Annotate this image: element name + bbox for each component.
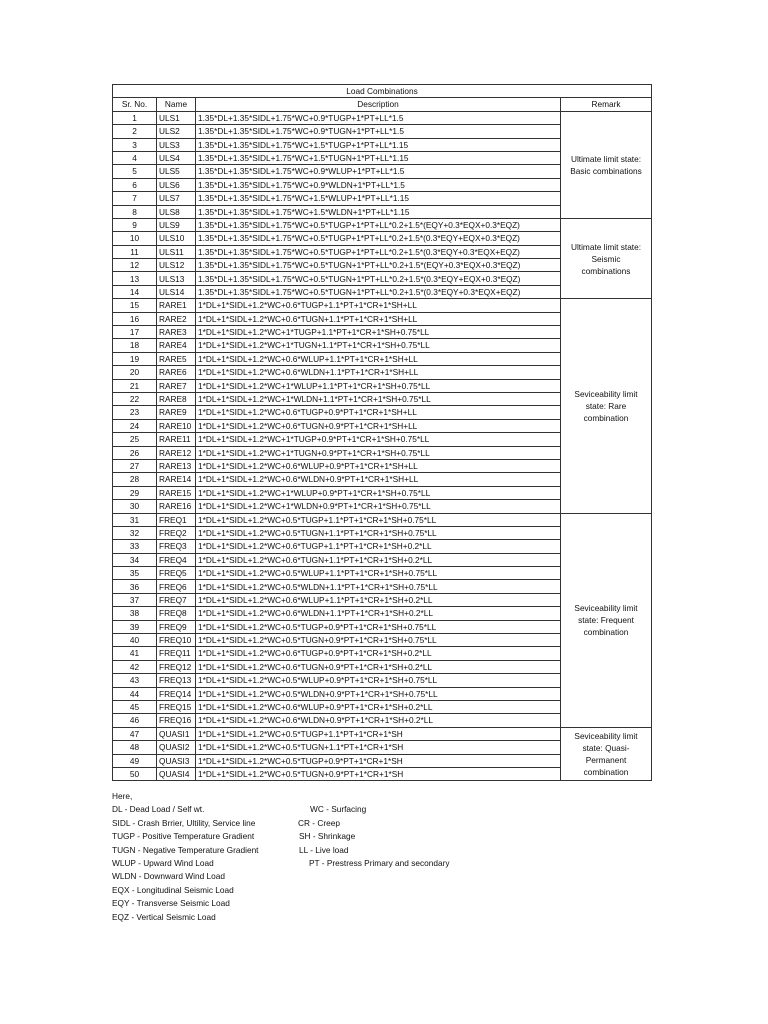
description-cell: 1*DL+1*SIDL+1.2*WC+1*WLDN+1.1*PT+1*CR+1*SH+0.75*LL — [196, 392, 561, 405]
header-sr-no: Sr. No. — [113, 98, 157, 111]
table-title-row — [113, 85, 652, 98]
sr-no-cell: 48 — [113, 741, 157, 754]
legend-item-tugn: TUGN - Negative Temperature Gradient — [112, 844, 259, 855]
sr-no-cell: 5 — [113, 165, 157, 178]
legend-item-dl: DL - Dead Load / Self wt. — [112, 804, 205, 815]
description-cell: 1*DL+1*SIDL+1.2*WC+0.5*WLDN+0.9*PT+1*CR+1*SH+0.75*LL — [196, 687, 561, 700]
name-cell: ULS9 — [157, 218, 196, 231]
description-cell: 1*DL+1*SIDL+1.2*WC+0.6*WLDN+1.1*PT+1*CR+1*SH+LL — [196, 366, 561, 379]
description-cell: 1*DL+1*SIDL+1.2*WC+0.6*TUGP+1.1*PT+1*CR+1*SH+0.2*LL — [196, 540, 561, 553]
name-cell: FREQ4 — [157, 553, 196, 566]
legend-item-pt: PT - Prestress Primary and secondary — [309, 857, 450, 868]
sr-no-cell: 41 — [113, 647, 157, 660]
description-cell: 1*DL+1*SIDL+1.2*WC+0.6*WLDN+0.9*PT+1*CR+1*SH+LL — [196, 473, 561, 486]
sr-no-cell: 3 — [113, 138, 157, 151]
description-cell: 1.35*DL+1.35*SIDL+1.75*WC+0.5*TUGP+1*PT+LL*0.2+1.5*(0.3*EQY+0.3*EQX+EQZ) — [196, 245, 561, 258]
name-cell: FREQ13 — [157, 674, 196, 687]
table-row — [113, 513, 652, 526]
description-cell: 1*DL+1*SIDL+1.2*WC+0.6*TUGP+0.9*PT+1*CR+1*SH+LL — [196, 406, 561, 419]
description-cell: 1.35*DL+1.35*SIDL+1.75*WC+0.9*TUGP+1*PT+LL*1.5 — [196, 111, 561, 124]
description-cell: 1.35*DL+1.35*SIDL+1.75*WC+0.5*TUGP+1*PT+LL*0.2+1.5*(EQY+0.3*EQX+0.3*EQZ) — [196, 218, 561, 231]
legend-intro: Here, — [112, 791, 133, 801]
description-cell: 1.35*DL+1.35*SIDL+1.75*WC+0.5*TUGP+1*PT+LL*0.2+1.5*(0.3*EQY+EQX+0.3*EQZ) — [196, 232, 561, 245]
name-cell: FREQ16 — [157, 714, 196, 727]
legend-item-ll: LL - Live load — [299, 844, 349, 855]
sr-no-cell: 31 — [113, 513, 157, 526]
remark-cell: Ultimate limit state: Basic combinations — [561, 111, 652, 218]
sr-no-cell: 49 — [113, 754, 157, 767]
name-cell: FREQ6 — [157, 580, 196, 593]
description-cell: 1.35*DL+1.35*SIDL+1.75*WC+1.5*WLDN+1*PT+LL*1.15 — [196, 205, 561, 218]
description-cell: 1.35*DL+1.35*SIDL+1.75*WC+1.5*TUGN+1*PT+LL*1.15 — [196, 151, 561, 164]
sr-no-cell: 7 — [113, 192, 157, 205]
name-cell: ULS12 — [157, 259, 196, 272]
table-row — [113, 111, 652, 124]
sr-no-cell: 15 — [113, 299, 157, 312]
sr-no-cell: 8 — [113, 205, 157, 218]
description-cell: 1*DL+1*SIDL+1.2*WC+0.5*TUGN+0.9*PT+1*CR+1*SH+0.75*LL — [196, 634, 561, 647]
remark-cell: Seviceability limit state: Rare combination — [561, 299, 652, 513]
description-cell: 1.35*DL+1.35*SIDL+1.75*WC+0.9*WLUP+1*PT+LL*1.5 — [196, 165, 561, 178]
sr-no-cell: 4 — [113, 151, 157, 164]
sr-no-cell: 30 — [113, 500, 157, 513]
name-cell: ULS3 — [157, 138, 196, 151]
description-cell: 1*DL+1*SIDL+1.2*WC+0.5*TUGP+1.1*PT+1*CR+1*SH+0.75*LL — [196, 513, 561, 526]
legend-item-eqz: EQZ - Vertical Seismic Load — [112, 911, 216, 922]
name-cell: RARE1 — [157, 299, 196, 312]
name-cell: RARE2 — [157, 312, 196, 325]
name-cell: QUASI1 — [157, 727, 196, 740]
description-cell: 1.35*DL+1.35*SIDL+1.75*WC+0.5*TUGN+1*PT+LL*0.2+1.5*(0.3*EQY+EQX+0.3*EQZ) — [196, 272, 561, 285]
table-header-row — [113, 98, 652, 111]
sr-no-cell: 9 — [113, 218, 157, 231]
name-cell: RARE14 — [157, 473, 196, 486]
description-cell: 1*DL+1*SIDL+1.2*WC+0.6*WLUP+1.1*PT+1*CR+1*SH+0.2*LL — [196, 593, 561, 606]
sr-no-cell: 23 — [113, 406, 157, 419]
sr-no-cell: 38 — [113, 607, 157, 620]
description-cell: 1.35*DL+1.35*SIDL+1.75*WC+0.5*TUGN+1*PT+LL*0.2+1.5*(EQY+0.3*EQX+0.3*EQZ) — [196, 259, 561, 272]
table-row — [113, 727, 652, 740]
name-cell: ULS2 — [157, 125, 196, 138]
sr-no-cell: 16 — [113, 312, 157, 325]
description-cell: 1*DL+1*SIDL+1.2*WC+0.6*TUGN+0.9*PT+1*CR+1*SH+0.2*LL — [196, 660, 561, 673]
description-cell: 1*DL+1*SIDL+1.2*WC+0.6*WLUP+0.9*PT+1*CR+1*SH+LL — [196, 459, 561, 472]
name-cell: ULS10 — [157, 232, 196, 245]
name-cell: ULS7 — [157, 192, 196, 205]
name-cell: RARE10 — [157, 419, 196, 432]
sr-no-cell: 45 — [113, 700, 157, 713]
sr-no-cell: 35 — [113, 567, 157, 580]
sr-no-cell: 36 — [113, 580, 157, 593]
sr-no-cell: 47 — [113, 727, 157, 740]
name-cell: ULS4 — [157, 151, 196, 164]
name-cell: FREQ8 — [157, 607, 196, 620]
sr-no-cell: 18 — [113, 339, 157, 352]
sr-no-cell: 42 — [113, 660, 157, 673]
sr-no-cell: 39 — [113, 620, 157, 633]
name-cell: FREQ1 — [157, 513, 196, 526]
legend-item-eqy: EQY - Transverse Seismic Load — [112, 898, 230, 909]
name-cell: FREQ12 — [157, 660, 196, 673]
name-cell: FREQ14 — [157, 687, 196, 700]
name-cell: RARE4 — [157, 339, 196, 352]
sr-no-cell: 26 — [113, 446, 157, 459]
sr-no-cell: 34 — [113, 553, 157, 566]
legend-item-cr: CR - Creep — [298, 817, 340, 828]
legend-item-sh: SH - Shrinkage — [299, 831, 356, 842]
name-cell: RARE5 — [157, 352, 196, 365]
name-cell: RARE16 — [157, 500, 196, 513]
description-cell: 1*DL+1*SIDL+1.2*WC+0.6*WLDN+1.1*PT+1*CR+1*SH+0.2*LL — [196, 607, 561, 620]
sr-no-cell: 12 — [113, 259, 157, 272]
description-cell: 1*DL+1*SIDL+1.2*WC+0.5*TUGP+1.1*PT+1*CR+1*SH — [196, 727, 561, 740]
name-cell: ULS13 — [157, 272, 196, 285]
sr-no-cell: 13 — [113, 272, 157, 285]
name-cell: QUASI2 — [157, 741, 196, 754]
load-combinations-table — [112, 84, 652, 781]
name-cell: ULS5 — [157, 165, 196, 178]
sr-no-cell: 32 — [113, 526, 157, 539]
description-cell: 1*DL+1*SIDL+1.2*WC+0.6*WLUP+0.9*PT+1*CR+1*SH+0.2*LL — [196, 700, 561, 713]
description-cell: 1*DL+1*SIDL+1.2*WC+0.6*WLDN+0.9*PT+1*CR+1*SH+0.2*LL — [196, 714, 561, 727]
sr-no-cell: 1 — [113, 111, 157, 124]
description-cell: 1*DL+1*SIDL+1.2*WC+0.6*TUGN+1.1*PT+1*CR+1*SH+LL — [196, 312, 561, 325]
description-cell: 1*DL+1*SIDL+1.2*WC+0.5*TUGN+0.9*PT+1*CR+1*SH — [196, 767, 561, 780]
sr-no-cell: 6 — [113, 178, 157, 191]
description-cell: 1*DL+1*SIDL+1.2*WC+1*TUGN+0.9*PT+1*CR+1*SH+0.75*LL — [196, 446, 561, 459]
table-row — [113, 218, 652, 231]
description-cell: 1*DL+1*SIDL+1.2*WC+1*TUGN+1.1*PT+1*CR+1*SH+0.75*LL — [196, 339, 561, 352]
name-cell: FREQ2 — [157, 526, 196, 539]
description-cell: 1.35*DL+1.35*SIDL+1.75*WC+0.5*TUGN+1*PT+LL*0.2+1.5*(0.3*EQY+0.3*EQX+EQZ) — [196, 285, 561, 298]
sr-no-cell: 33 — [113, 540, 157, 553]
name-cell: RARE6 — [157, 366, 196, 379]
name-cell: ULS8 — [157, 205, 196, 218]
remark-cell: Seviceability limit state: Quasi-Permanent combination — [561, 727, 652, 781]
description-cell: 1*DL+1*SIDL+1.2*WC+0.5*WLUP+0.9*PT+1*CR+1*SH+0.75*LL — [196, 674, 561, 687]
name-cell: QUASI4 — [157, 767, 196, 780]
name-cell: FREQ11 — [157, 647, 196, 660]
legend-item-tugp: TUGP - Positive Temperature Gradient — [112, 831, 255, 842]
description-cell: 1*DL+1*SIDL+1.2*WC+0.6*TUGN+0.9*PT+1*CR+1*SH+LL — [196, 419, 561, 432]
table-body — [113, 111, 652, 781]
legend-item-wldn: WLDN - Downward Wind Load — [112, 871, 225, 882]
name-cell: RARE3 — [157, 326, 196, 339]
name-cell: RARE11 — [157, 433, 196, 446]
sr-no-cell: 14 — [113, 285, 157, 298]
name-cell: RARE12 — [157, 446, 196, 459]
name-cell: ULS1 — [157, 111, 196, 124]
description-cell: 1*DL+1*SIDL+1.2*WC+0.6*TUGP+1.1*PT+1*CR+1*SH+LL — [196, 299, 561, 312]
name-cell: RARE9 — [157, 406, 196, 419]
sr-no-cell: 28 — [113, 473, 157, 486]
description-cell: 1*DL+1*SIDL+1.2*WC+0.5*TUGP+0.9*PT+1*CR+1*SH — [196, 754, 561, 767]
name-cell: FREQ15 — [157, 700, 196, 713]
sr-no-cell: 37 — [113, 593, 157, 606]
sr-no-cell: 2 — [113, 125, 157, 138]
description-cell: 1.35*DL+1.35*SIDL+1.75*WC+0.9*WLDN+1*PT+LL*1.5 — [196, 178, 561, 191]
legend-item-eqx: EQX - Longitudinal Seismic Load — [112, 884, 234, 895]
name-cell: FREQ7 — [157, 593, 196, 606]
name-cell: FREQ3 — [157, 540, 196, 553]
sr-no-cell: 21 — [113, 379, 157, 392]
remark-cell: Seviceability limit state: Frequent combination — [561, 513, 652, 727]
name-cell: ULS11 — [157, 245, 196, 258]
name-cell: RARE13 — [157, 459, 196, 472]
name-cell: RARE8 — [157, 392, 196, 405]
table-row — [113, 299, 652, 312]
sr-no-cell: 22 — [113, 392, 157, 405]
description-cell: 1*DL+1*SIDL+1.2*WC+1*TUGP+1.1*PT+1*CR+1*SH+0.75*LL — [196, 326, 561, 339]
name-cell: RARE15 — [157, 486, 196, 499]
description-cell: 1*DL+1*SIDL+1.2*WC+0.6*TUGN+1.1*PT+1*CR+1*SH+0.2*LL — [196, 553, 561, 566]
sr-no-cell: 46 — [113, 714, 157, 727]
sr-no-cell: 44 — [113, 687, 157, 700]
legend-item-wc: WC - Surfacing — [310, 804, 367, 815]
sr-no-cell: 27 — [113, 459, 157, 472]
name-cell: FREQ5 — [157, 567, 196, 580]
legend-item-wlup: WLUP - Upward Wind Load — [112, 857, 214, 868]
description-cell: 1*DL+1*SIDL+1.2*WC+0.5*TUGP+0.9*PT+1*CR+1*SH+0.75*LL — [196, 620, 561, 633]
description-cell: 1*DL+1*SIDL+1.2*WC+0.5*WLUP+1.1*PT+1*CR+1*SH+0.75*LL — [196, 567, 561, 580]
description-cell: 1*DL+1*SIDL+1.2*WC+0.6*TUGP+0.9*PT+1*CR+1*SH+0.2*LL — [196, 647, 561, 660]
description-cell: 1*DL+1*SIDL+1.2*WC+0.6*WLUP+1.1*PT+1*CR+1*SH+LL — [196, 352, 561, 365]
table-title: Load Combinations — [113, 85, 652, 98]
sr-no-cell: 50 — [113, 767, 157, 780]
sr-no-cell: 19 — [113, 352, 157, 365]
sr-no-cell: 11 — [113, 245, 157, 258]
description-cell: 1*DL+1*SIDL+1.2*WC+1*WLUP+0.9*PT+1*CR+1*SH+0.75*LL — [196, 486, 561, 499]
name-cell: RARE7 — [157, 379, 196, 392]
description-cell: 1.35*DL+1.35*SIDL+1.75*WC+1.5*TUGP+1*PT+LL*1.15 — [196, 138, 561, 151]
name-cell: FREQ10 — [157, 634, 196, 647]
legend-item-sidl: SIDL - Crash Brrier, Ultility, Service line — [112, 817, 256, 828]
header-remark: Remark — [561, 98, 652, 111]
sr-no-cell: 10 — [113, 232, 157, 245]
description-cell: 1.35*DL+1.35*SIDL+1.75*WC+1.5*WLUP+1*PT+LL*1.15 — [196, 192, 561, 205]
name-cell: ULS14 — [157, 285, 196, 298]
sr-no-cell: 17 — [113, 326, 157, 339]
description-cell: 1*DL+1*SIDL+1.2*WC+0.5*WLDN+1.1*PT+1*CR+1*SH+0.75*LL — [196, 580, 561, 593]
sr-no-cell: 25 — [113, 433, 157, 446]
header-name: Name — [157, 98, 196, 111]
sr-no-cell: 29 — [113, 486, 157, 499]
description-cell: 1*DL+1*SIDL+1.2*WC+1*WLUP+1.1*PT+1*CR+1*SH+0.75*LL — [196, 379, 561, 392]
description-cell: 1*DL+1*SIDL+1.2*WC+0.5*TUGN+1.1*PT+1*CR+1*SH+0.75*LL — [196, 526, 561, 539]
sr-no-cell: 40 — [113, 634, 157, 647]
name-cell: FREQ9 — [157, 620, 196, 633]
description-cell: 1*DL+1*SIDL+1.2*WC+1*TUGP+0.9*PT+1*CR+1*SH+0.75*LL — [196, 433, 561, 446]
description-cell: 1*DL+1*SIDL+1.2*WC+1*WLDN+0.9*PT+1*CR+1*SH+0.75*LL — [196, 500, 561, 513]
description-cell: 1*DL+1*SIDL+1.2*WC+0.5*TUGN+1.1*PT+1*CR+1*SH — [196, 741, 561, 754]
sr-no-cell: 24 — [113, 419, 157, 432]
sr-no-cell: 43 — [113, 674, 157, 687]
header-description: Description — [196, 98, 561, 111]
name-cell: ULS6 — [157, 178, 196, 191]
description-cell: 1.35*DL+1.35*SIDL+1.75*WC+0.9*TUGN+1*PT+LL*1.5 — [196, 125, 561, 138]
remark-cell: Ultimate limit state: Seismic combinations — [561, 218, 652, 298]
sr-no-cell: 20 — [113, 366, 157, 379]
name-cell: QUASI3 — [157, 754, 196, 767]
